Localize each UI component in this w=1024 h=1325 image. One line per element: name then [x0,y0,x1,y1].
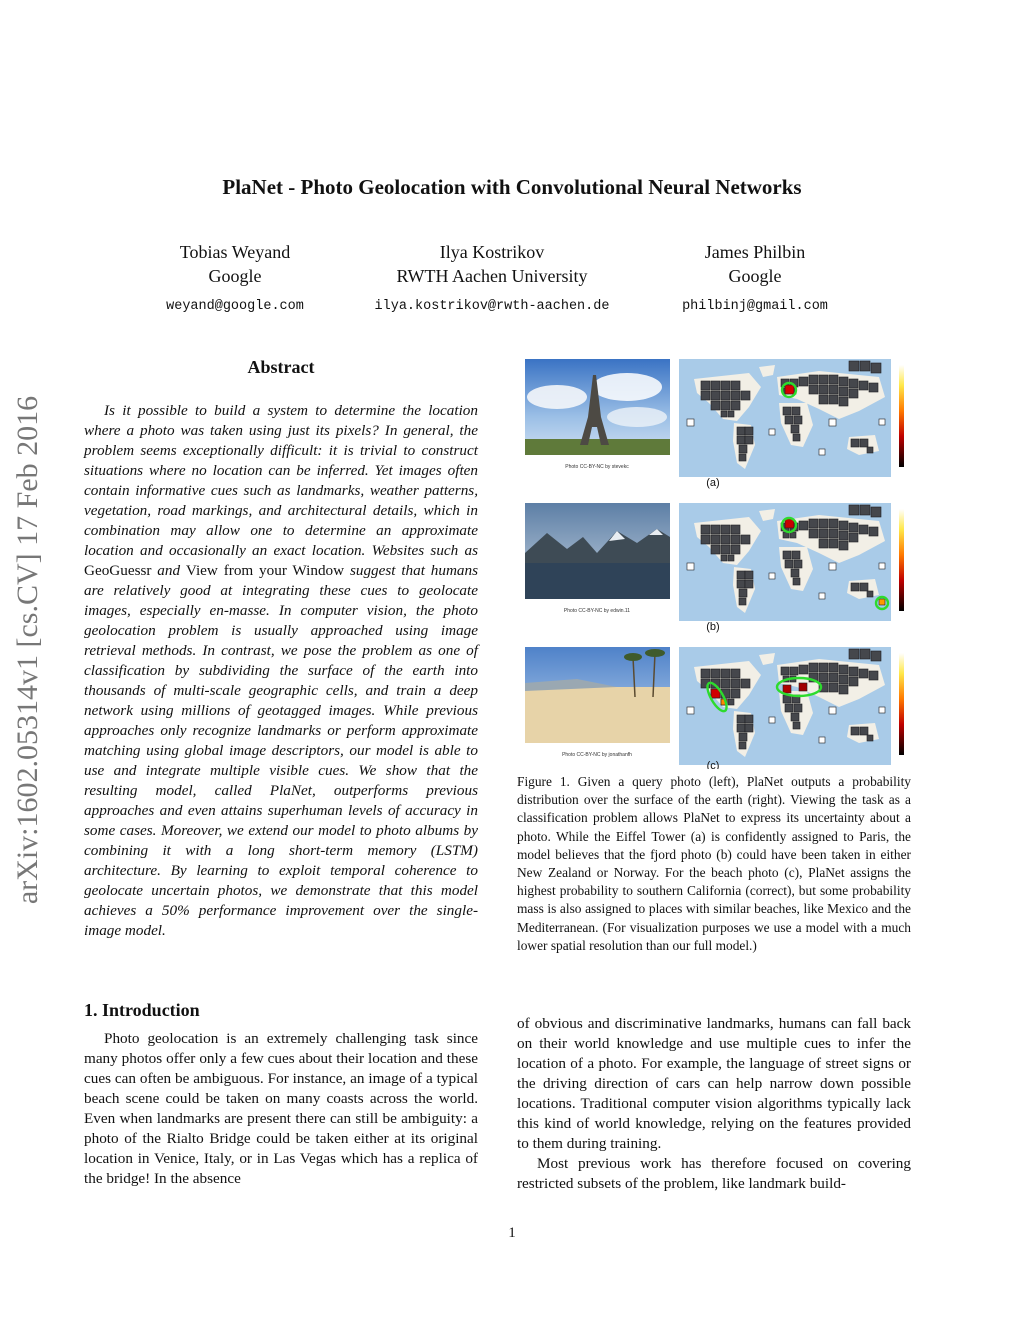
author-3 [625,240,885,319]
abstract-body [84,401,478,941]
panel-label-a: (a) [706,477,720,489]
photo-credit: Photo CC-BY-NC by jonathanfh [562,752,632,758]
panel-label-b: (b) [706,621,720,633]
geoguessr-link: GeoGuessr [84,562,152,579]
panel-label-c: (c) [706,760,720,769]
author-affiliation: Google [208,266,262,286]
right-column-body [517,1014,911,1194]
section-heading-introduction: 1. Introduction [84,1000,200,1020]
introduction-body: Photo geolocation is an extremely challenging task since many photos offer only a few cues about their location and these cues can often be ambiguous. For instance, an image of a typical beach scene could be taken on many coasts across the world. Even when landmarks are present there can still be ambiguity: a photo of the Rialto Bridge could be taken either at its original location in Venice, Italy, or in Las Vegas which has a replica of the bridge! In the absence [84,1030,478,1187]
probability-colorbar [899,365,904,467]
panel-a [525,359,904,489]
view-from-window-link: View from your Window [185,562,345,579]
author-affiliation: RWTH Aachen University [396,266,588,286]
author-affiliation: Google [728,266,782,286]
figure-1-graphic [517,357,917,769]
probability-colorbar [899,653,904,755]
photo-credit: Photo CC-BY-NC by stevekc [565,464,629,470]
author-2 [362,240,622,319]
map-a [679,359,891,477]
author-name: Ilya Kostrikov [439,242,545,262]
arxiv-identifier: arXiv:1602.05314v1 [cs.CV] 17 Feb 2016 [11,395,44,905]
author-email[interactable]: ilya.kostrikov@rwth-aachen.de [374,299,610,314]
figure-1 [517,357,917,769]
author-email[interactable]: weyand@google.com [166,299,304,314]
author-1 [105,240,365,319]
probability-colorbar [899,509,904,611]
panel-b [525,503,904,633]
paragraph: of obvious and discriminative landmarks, humans can fall back on their world knowledge and use multiple cues to infer the location of a photo. For example, the language of street signs or the driving direction of cars can help narrow down possible locations. Traditional computer vision algorithms typically lack this kind of world knowledge, relying on the features provided to them during training. [517,1015,911,1152]
panel-c [525,647,904,769]
paragraph: Most previous work has therefore focused on covering restricted subsets of the problem, like landmark build- [517,1155,911,1192]
abstract-text: suggest that humans are relatively good at integrating these cues to geolocate images, especially en-masse. In computer vision, the photo geolocation problem is usually approached using image retrieval methods. In contrast, we pose the problem as one of classification by subdividing the surface of the earth into thousands of multi-scale geographic cells, and train a deep network using millions of geotagged images. While previous approaches only recognize landmarks or perform approximate matching using global image descriptors, our model is able to use and integrate multiple visible cues. We show that the resulting model, called PlaNet, outperforms previous approaches and even attains superhuman levels of accuracy in some cases. Moreover, we extend our model to photo albums by combining it with a long short-term memory (LSTM) architecture. By learning to exploit temporal coherence to geolocate uncertain photos, we demonstrate that this model achieves a 50% performance improvement over the single-image model. [84,562,479,939]
author-email[interactable]: philbinj@gmail.com [682,299,828,314]
map-b [679,503,891,621]
author-name: James Philbin [704,242,806,262]
abstract-text: and [151,562,186,579]
abstract-heading: Abstract [247,357,315,377]
author-name: Tobias Weyand [179,242,291,262]
paper-title: PlaNet - Photo Geolocation with Convolutional Neural Networks [222,175,802,199]
photo-credit: Photo CC-BY-NC by edwin.11 [563,608,631,614]
map-c [679,647,891,765]
page-number: 1 [508,1225,516,1241]
figure-1-caption: Figure 1. Given a query photo (left), PlaNet outputs a probability distribution over the surface of the earth (right). Viewing the task as a classification problem allows PlaNet to express its uncertainty about a photo. While the Eiffel Tower (a) is confidently assigned to Paris, the model believes that the fjord photo (b) could have been taken in either New Zealand or Norway. For the beach photo (c), PlaNet assigns the highest probability to southern California (correct), but some probability mass is also assigned to places with similar beaches, like Mexico and the Mediterranean. (For visualization purposes we use a model with a much lower spatial resolution than our full model.) [517,774,911,953]
abstract-text: Is it possible to build a system to determine the location where a photo was taken using just its pixels? In general, the problem seems exceptionally difficult: it is trivial to construct situations where no location can be inferred. Yet images often contain informative cues such as landmarks, weather patterns, vegetation, road markings, and architectural details, which in combination may allow one to determine an approximate location and occasionally an exact location. Websites such as [84,402,478,559]
